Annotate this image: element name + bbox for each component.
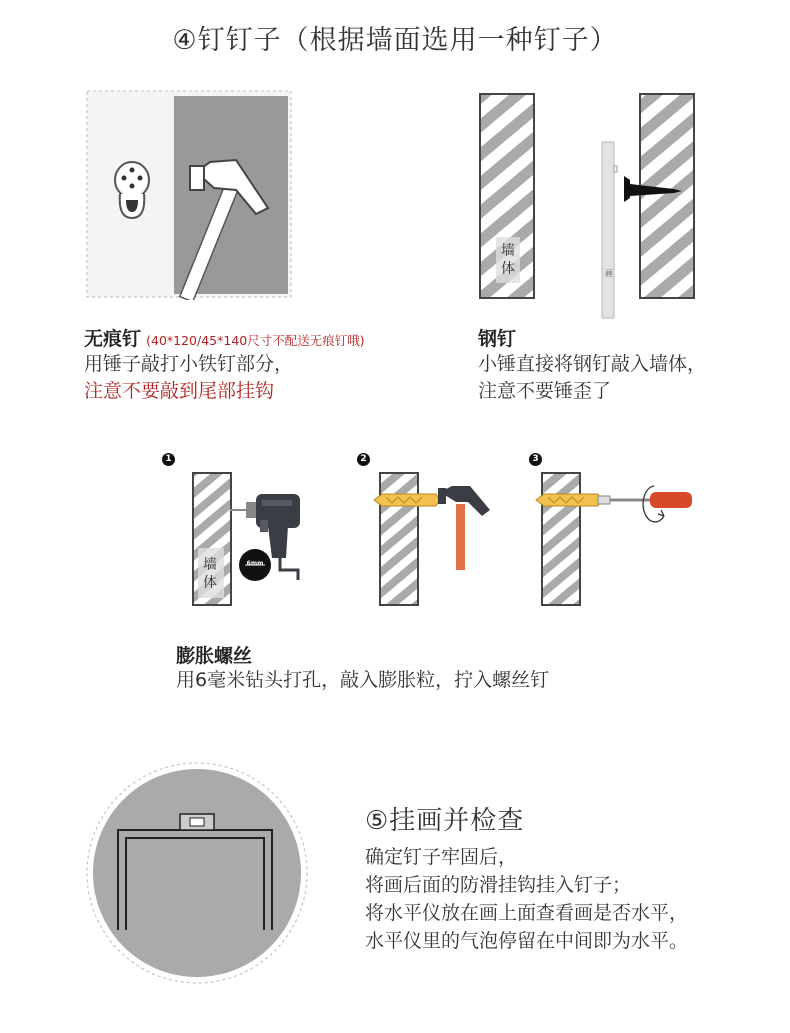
traceless-note: (40*120/45*140尺寸不配送无痕钉哦) xyxy=(146,333,365,348)
steel-frame-label: 画 xyxy=(605,269,613,278)
section-5-line-1: 确定钉子牢固后， xyxy=(365,846,518,868)
section-4-title: ④钉钉子（根据墙面选用一种钉子） xyxy=(172,25,618,56)
section-5-line-3: 将水平仪放在画上面查看画是否水平， xyxy=(365,902,689,924)
traceless-line-1: 用锤子敲打小铁钉部分， xyxy=(84,353,294,375)
step-3-screwdriver-illustration xyxy=(534,470,704,610)
expansion-screw-icon xyxy=(536,494,610,506)
steel-line-1: 小锤直接将钢钉敲入墙体， xyxy=(478,353,707,375)
section-5-line-4: 水平仪里的气泡停留在中间即为水平。 xyxy=(365,930,689,952)
steel-wall-label-2: 体 xyxy=(501,261,515,277)
hang-frame-level-illustration xyxy=(84,760,310,986)
expansion-wall-label-1: 墙 xyxy=(203,557,217,573)
expansion-line-1: 用6毫米钻头打孔，敲入膨胀粒，拧入螺丝钉 xyxy=(176,669,550,691)
traceless-line-2: 注意不要敲到尾部挂钩 xyxy=(84,380,275,402)
expansion-wall-label-2: 体 xyxy=(203,575,217,591)
step-2-hammer-anchor-illustration xyxy=(372,470,502,610)
steel-nail-illustration xyxy=(478,92,698,320)
traceless-hook-icon xyxy=(115,162,149,218)
steel-wall-label-1: 墙 xyxy=(501,243,515,259)
expansion-wall-label xyxy=(198,556,222,592)
steel-heading: 钢钉 xyxy=(478,328,517,350)
screwdriver-icon xyxy=(610,492,692,508)
section-5-line-2: 将画后面的防滑挂钩挂入钉子； xyxy=(365,874,632,896)
spirit-level-icon xyxy=(180,814,214,830)
traceless-nail-illustration xyxy=(86,90,292,300)
step-2-hammer-icon xyxy=(438,486,490,570)
expansion-heading: 膨胀螺丝 xyxy=(176,645,253,667)
steel-wall-label xyxy=(496,242,520,278)
steel-line-2: 注意不要锤歪了 xyxy=(478,380,612,402)
step-2-badge: 2 xyxy=(357,453,370,466)
expansion-anchor-icon xyxy=(374,494,440,506)
traceless-heading: 无痕钉 xyxy=(84,328,142,350)
drill-bit-label: 6mm xyxy=(246,560,264,567)
section-5-title: ⑤挂画并检查 xyxy=(365,806,525,836)
step-3-badge: 3 xyxy=(529,453,542,466)
traceless-caption-heading-row xyxy=(84,324,365,351)
step-1-badge: 1 xyxy=(162,453,175,466)
